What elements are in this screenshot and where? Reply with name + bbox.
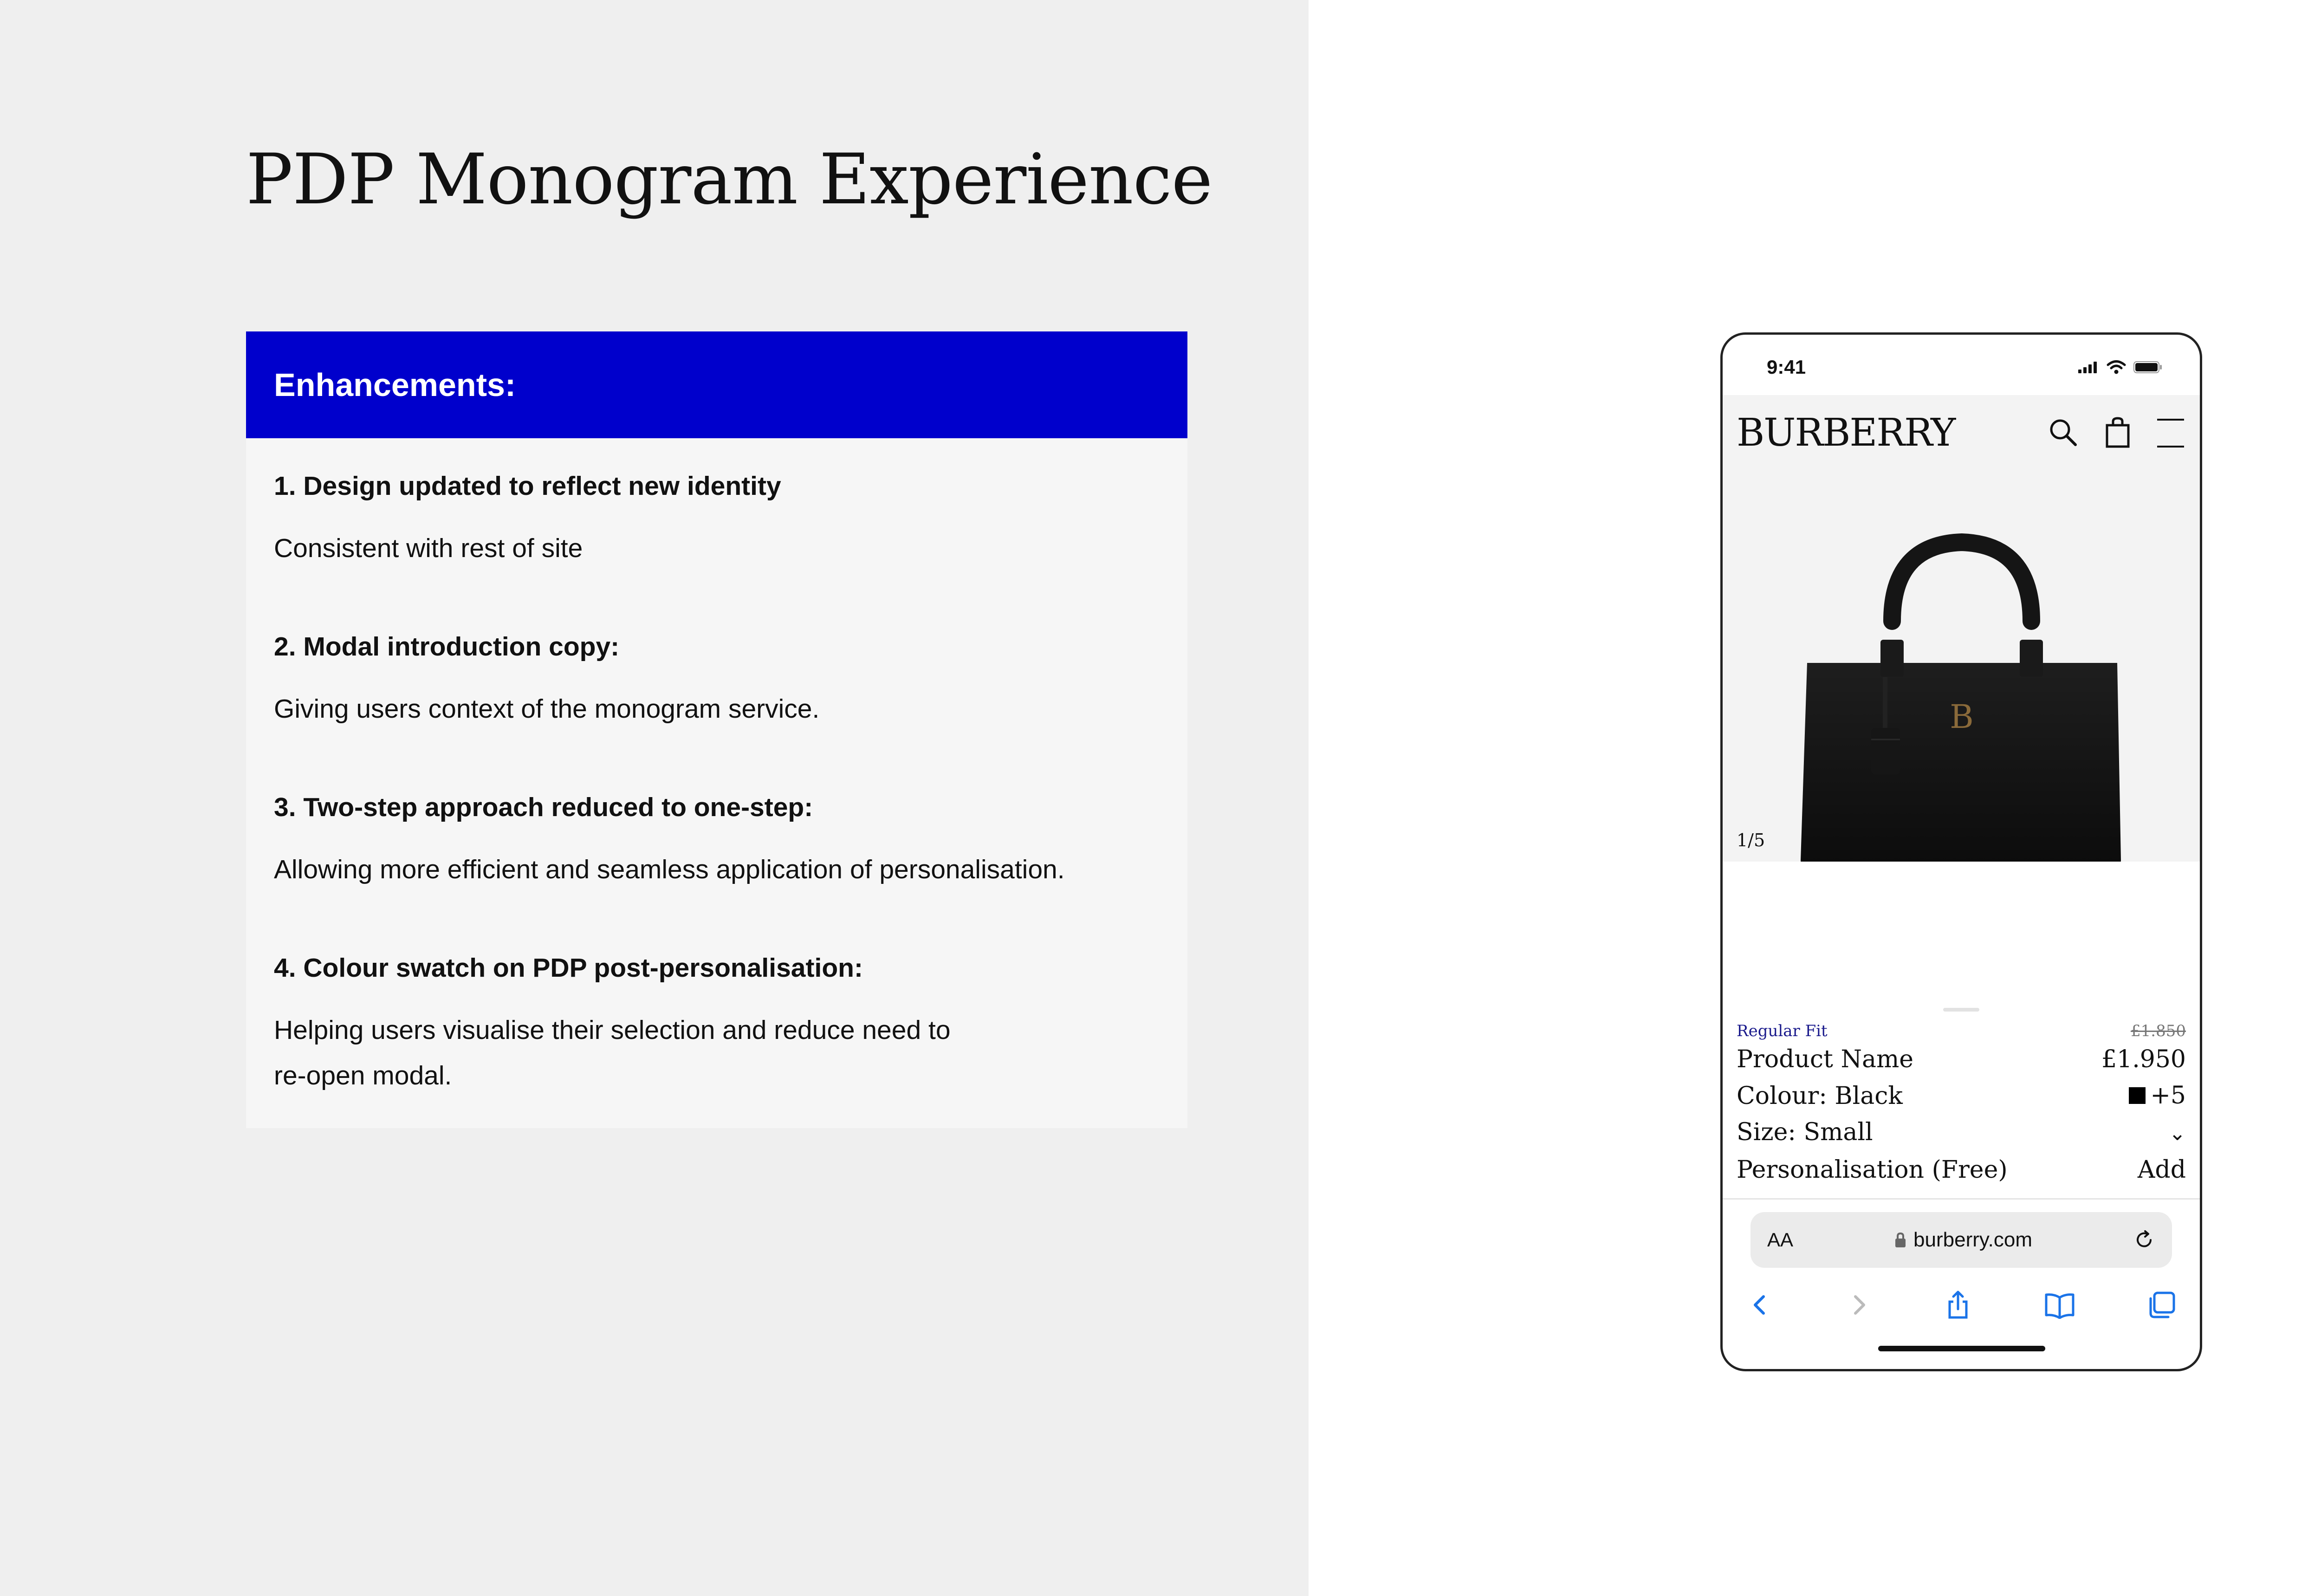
divider [1723,1198,2200,1200]
image-pager: 1/5 [1737,830,1765,850]
back-chevron-icon[interactable] [1746,1291,1774,1319]
colour-swatches[interactable] [2129,1078,2186,1113]
enhancement-desc: Giving users context of the monogram service. [274,694,820,724]
enhancement-title: 1. Design updated to reflect new identity [274,471,781,501]
chevron-down-icon[interactable]: ⌄ [2169,1122,2186,1145]
forward-chevron-icon[interactable] [1845,1291,1873,1319]
size-label: Size: Small [1737,1118,1873,1146]
browser-url-bar[interactable] [1750,1212,2172,1268]
personalisation-label: Personalisation (Free) [1737,1156,2008,1184]
tabs-icon[interactable] [2147,1290,2177,1320]
product-image-gallery[interactable] [1723,470,2200,862]
enhancements-card [246,331,1187,1128]
more-colours[interactable]: +5 [2150,1082,2186,1109]
cellular-signal-icon [2077,360,2100,374]
enhancement-item-2 [274,631,1160,732]
enhancement-title: 3. Two-step approach reduced to one-step: [274,792,813,822]
product-name: Product Name [1737,1045,1914,1073]
enhancement-item-4 [274,953,1160,1098]
phone-mockup [1720,332,2202,1371]
fit-label: Regular Fit [1737,1022,1828,1040]
text-size-button[interactable]: AA [1767,1229,1794,1251]
home-indicator [1878,1346,2045,1351]
menu-icon[interactable] [2155,416,2186,449]
sheet-handle[interactable] [1943,1008,1979,1012]
enhancement-title: 2. Modal introduction copy: [274,632,620,662]
card-body [246,438,1187,1098]
product-details [1737,1022,2186,1187]
old-price: £1.850 [2131,1022,2186,1040]
wifi-icon [2106,360,2127,375]
svg-text:B: B [1950,698,1974,736]
personalisation-add-button[interactable]: Add [2137,1156,2186,1184]
enhancement-item-3 [274,792,1160,892]
header-actions [2047,416,2186,449]
url-display[interactable] [1894,1228,2032,1252]
bookmarks-icon[interactable] [2043,1291,2076,1319]
product-name-row [1737,1042,2186,1077]
enhancement-desc: Allowing more efficient and seamless application of personalisation. [274,855,1065,884]
url-text: burberry.com [1913,1228,2032,1251]
enhancement-desc: Helping users visualise their selection and reduce need to re-open modal. [274,1015,951,1090]
enhancement-title: 4. Colour swatch on PDP post-personalisation: [274,953,863,983]
status-time: 9:41 [1767,356,1806,378]
colour-row[interactable] [1737,1078,2186,1113]
colour-swatch-black[interactable] [2129,1087,2146,1104]
status-bar [1723,335,2200,395]
colour-label: Colour: Black [1737,1082,1903,1110]
status-icons [2077,360,2163,375]
lock-icon [1894,1232,1907,1248]
search-icon[interactable] [2047,416,2080,449]
size-row[interactable] [1737,1115,2186,1151]
personalisation-row[interactable] [1737,1153,2186,1187]
reload-icon[interactable] [2133,1229,2155,1251]
battery-icon [2133,360,2163,374]
product-price: £1.950 [2101,1045,2186,1073]
enhancement-item-1 [274,471,1160,571]
browser-toolbar [1746,1284,2177,1326]
burberry-logo[interactable]: BURBERRY [1737,410,1955,455]
shopping-bag-icon[interactable] [2103,416,2132,449]
enhancement-desc: Consistent with rest of site [274,533,583,563]
card-header: Enhancements: [246,331,1187,438]
page-title: PDP Monogram Experience [246,139,1212,220]
share-icon[interactable] [1944,1290,1972,1320]
handbag-image [1723,470,2200,862]
site-header [1723,395,2200,470]
fit-price-row [1737,1022,2186,1040]
